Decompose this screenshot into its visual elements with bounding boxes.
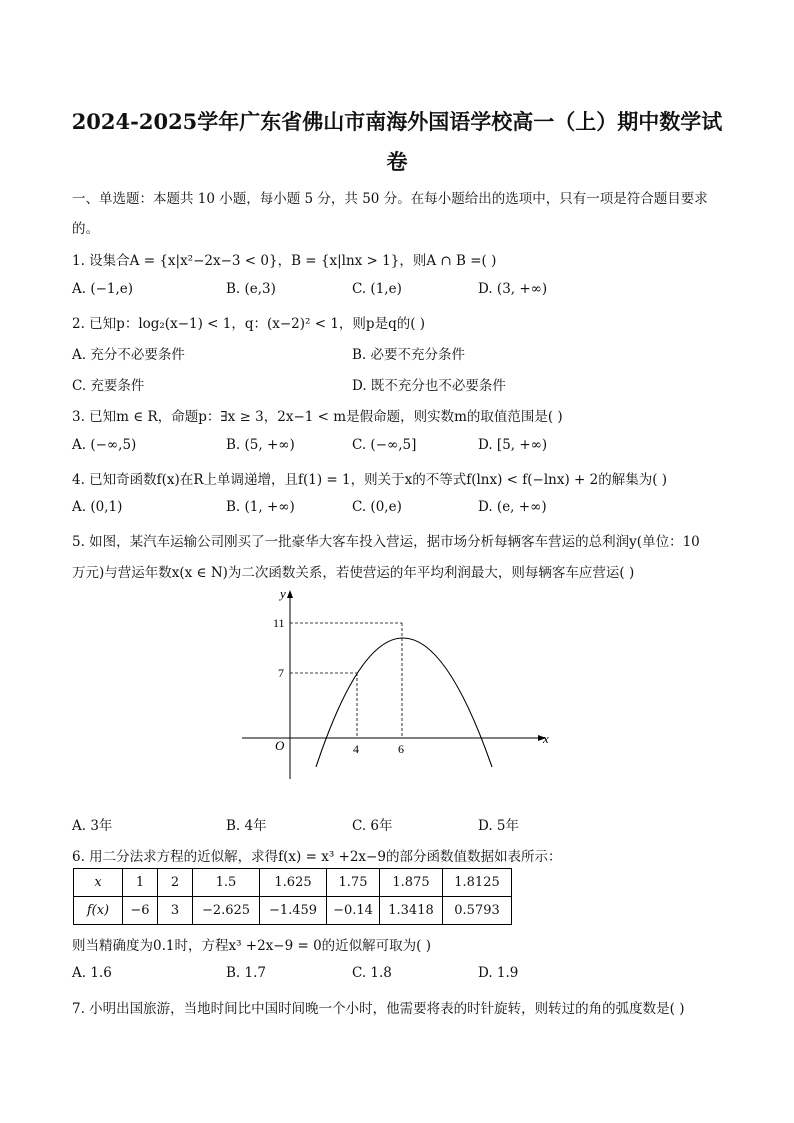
question-3-stem: 3. 已知m ∈ R，命题p：∃x ≥ 3，2x−1 < m是假命题，则实数m的取值范围是( ) (72, 409, 563, 425)
x-tick-4: 4 (353, 742, 359, 756)
y-tick-11: 11 (273, 616, 285, 630)
table-cell: −6 (123, 897, 158, 925)
q2-option-a: A. 充分不必要条件 (72, 347, 185, 363)
table-row (74, 897, 512, 925)
q4-option-d: D. (e, +∞) (478, 499, 547, 515)
q3-option-c: C. (−∞,5] (352, 437, 417, 453)
question-5-stem: 5. 如图，某汽车运输公司刚买了一批豪华大客车投入营运，据市场分析每辆客车营运的总利润y(单位：10 (72, 534, 700, 550)
q1-option-b: B. (e,3) (226, 281, 276, 297)
q3-option-a: A. (−∞,5) (72, 437, 137, 453)
q4-option-b: B. (1, +∞) (226, 499, 295, 515)
y-axis-arrow (287, 590, 293, 598)
question-1-stem: 1. 设集合A = {x|x²−2x−3 < 0}，B = {x|lnx > 1}，则A ∩ B =( ) (72, 253, 497, 269)
question-4-stem: 4. 已知奇函数f(x)在R上单调递增，且f(1) = 1，则关于x的不等式f(lnx) < f(−lnx) + 2的解集为( ) (72, 472, 668, 488)
section-heading: 一、单选题：本题共 10 小题，每小题 5 分，共 50 分。在每小题给出的选项中，只有一项是符合题目要求 (72, 191, 708, 207)
q2-option-d: D. 既不充分也不必要条件 (352, 378, 506, 394)
table-cell: −2.625 (193, 897, 260, 925)
profit-graph (236, 584, 556, 784)
table-cell: 1.875 (380, 869, 443, 897)
page-title: 2024-2025学年广东省佛山市南海外国语学校高一（上）期中数学试 (71, 109, 723, 134)
q1-option-a: A. (−1,e) (72, 281, 134, 297)
q5-option-b: B. 4年 (226, 818, 267, 834)
table-cell: 0.5793 (443, 897, 512, 925)
q4-option-c: C. (0,e) (352, 499, 402, 515)
table-cell: 3 (158, 897, 193, 925)
q5-option-a: A. 3年 (72, 818, 113, 834)
x-tick-6: 6 (398, 742, 404, 756)
q5-option-c: C. 6年 (352, 818, 393, 834)
q3-option-b: B. (5, +∞) (226, 437, 295, 453)
origin-label: O (275, 738, 285, 753)
q6-option-b: B. 1.7 (226, 965, 266, 981)
q4-option-a: A. (0,1) (72, 499, 123, 515)
question-6-stem: 6. 用二分法求方程的近似解，求得f(x) = x³ +2x−9的部分函数值数据如表所示： (72, 849, 562, 865)
table-cell: 1.5 (193, 869, 260, 897)
y-tick-7: 7 (278, 666, 284, 680)
table-cell: 1.625 (260, 869, 327, 897)
q6-option-a: A. 1.6 (72, 965, 112, 981)
y-axis-label: y (280, 586, 286, 601)
table-cell: 1.3418 (380, 897, 443, 925)
q5-option-d: D. 5年 (478, 818, 520, 834)
q1-option-d: D. (3, +∞) (478, 281, 548, 297)
table-cell: 1 (123, 869, 158, 897)
table-cell: f(x) (74, 897, 123, 925)
table-cell: 2 (158, 869, 193, 897)
table-cell: 1.8125 (443, 869, 512, 897)
q1-option-c: C. (1,e) (352, 281, 402, 297)
q6-option-d: D. 1.9 (478, 965, 519, 981)
q3-option-d: D. [5, +∞) (478, 437, 548, 453)
q2-option-c: C. 充要条件 (72, 378, 145, 394)
x-axis-label: x (543, 731, 549, 746)
question-6-followup: 则当精确度为0.1时，方程x³ +2x−9 = 0的近似解可取为( ) (72, 938, 432, 954)
section-heading-cont: 的。 (72, 221, 99, 237)
question-7-stem: 7. 小明出国旅游，当地时间比中国时间晚一个小时，他需要将表的时针旋转，则转过的角的弧度数是( ) (72, 1001, 685, 1017)
q6-option-c: C. 1.8 (352, 965, 392, 981)
function-value-table (73, 868, 512, 925)
q2-option-b: B. 必要不充分条件 (352, 347, 466, 363)
question-5-stem-cont: 万元)与营运年数x(x ∈ N)为二次函数关系，若使营运的年平均利润最大，则每辆客车应营运( ) (72, 565, 635, 581)
table-cell: 1.75 (327, 869, 380, 897)
table-cell: −1.459 (260, 897, 327, 925)
table-cell: −0.14 (327, 897, 380, 925)
page-title-cont: 卷 (386, 149, 408, 174)
parabola-curve (316, 638, 492, 767)
question-2-stem: 2. 已知p：log₂(x−1) < 1，q：(x−2)² < 1，则p是q的( ) (72, 316, 426, 332)
table-cell: x (74, 869, 123, 897)
table-row (74, 869, 512, 897)
